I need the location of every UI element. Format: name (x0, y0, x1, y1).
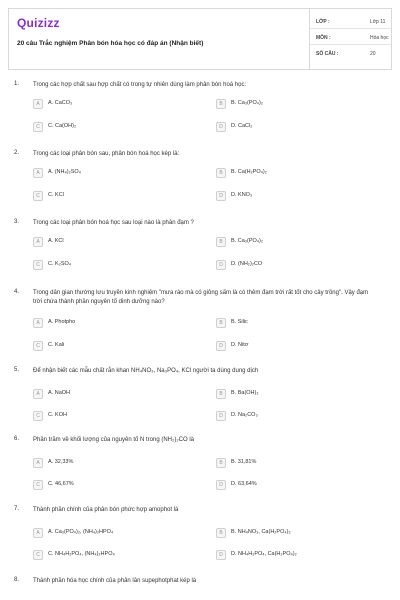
option-text: B. NH₄NO₃, Ca(H₂PO₄)₂ (231, 529, 291, 535)
meta-row-question-count (310, 47, 392, 61)
option-a[interactable] (33, 237, 193, 248)
question-text: Trong các loại phân bón sau, phân bón hoá học kép là: (33, 151, 180, 157)
option-text: A. NaOH (48, 390, 71, 396)
option-text: A. Photpho (48, 319, 76, 325)
option-text: A. Ca₃(PO₄)₂, (NH₄)₂HPO₄ (48, 529, 114, 535)
question-number: 6. (14, 436, 20, 442)
meta-label-subject: MÔN : (316, 35, 331, 41)
option-c[interactable] (33, 411, 193, 422)
option-d[interactable] (216, 260, 376, 271)
meta-value-subject: Hóa học (370, 35, 389, 41)
option-letter-badge: B (216, 168, 226, 178)
option-c[interactable] (33, 122, 193, 133)
option-text: A. (NH₄)₂SO₄ (48, 169, 81, 175)
option-d[interactable] (216, 550, 376, 561)
option-letter-badge: A (33, 458, 43, 468)
question-number: 3. (14, 219, 20, 225)
option-letter-badge: A (33, 237, 43, 247)
option-text: C. KCl (48, 192, 64, 198)
option-letter-badge: A (33, 168, 43, 178)
meta-value-question-count: 20 (370, 51, 376, 57)
option-text: C. Ca(OH)₂ (48, 123, 77, 129)
option-text: A. KCl (48, 238, 64, 244)
option-letter-badge: D (216, 260, 226, 270)
option-letter-badge: C (33, 260, 43, 270)
question-text: Thành phần hóa học chính của phân lân supephotphat kép là (33, 578, 197, 584)
meta-row-class (310, 15, 392, 29)
option-text: B. 31,81% (231, 459, 257, 465)
option-letter-badge: C (33, 480, 43, 490)
option-letter-badge: D (216, 550, 226, 560)
option-letter-badge: B (216, 458, 226, 468)
option-letter-badge: A (33, 318, 43, 328)
option-a[interactable] (33, 389, 193, 400)
question-text: Phần trăm về khối lượng của nguyên tố N trong (NH₂)₂CO là (33, 437, 195, 443)
option-letter-badge: D (216, 122, 226, 132)
option-letter-badge: C (33, 191, 43, 201)
question-number: 5. (14, 367, 20, 373)
option-text: D. (NH₂)₂CO (231, 261, 263, 267)
option-b[interactable] (216, 99, 376, 110)
option-c[interactable] (33, 550, 193, 561)
option-b[interactable] (216, 458, 376, 469)
option-text: B. Ca₃(PO₄)₂ (231, 100, 263, 106)
option-letter-badge: D (216, 341, 226, 351)
option-letter-badge: B (216, 237, 226, 247)
option-text: B. Ca(H₂PO₄)₂ (231, 169, 267, 175)
option-text: C. NH₄H₂PO₄, (NH₄)₂HPO₄ (48, 551, 115, 557)
option-letter-badge: B (216, 99, 226, 109)
option-b[interactable] (216, 168, 376, 179)
option-text: C. KOH (48, 412, 67, 418)
option-a[interactable] (33, 528, 193, 539)
option-letter-badge: C (33, 122, 43, 132)
option-b[interactable] (216, 528, 376, 539)
question-number: 2. (14, 150, 20, 156)
option-b[interactable] (216, 318, 376, 329)
option-text: C. 46,67% (48, 481, 74, 487)
question-text: Thành phần chính của phân bón phức hợp amophot là (33, 507, 179, 513)
option-b[interactable] (216, 237, 376, 248)
option-c[interactable] (33, 191, 193, 202)
question-number: 1. (14, 81, 20, 87)
option-a[interactable] (33, 168, 193, 179)
option-text: D. CaCl₂ (231, 123, 253, 129)
meta-label-question-count: SỐ CÂU : (316, 51, 339, 57)
option-text: A. CaCO₃ (48, 100, 73, 106)
option-letter-badge: B (216, 389, 226, 399)
question-text: Trong các hợp chất sau hợp chất có trong tự nhiên dùng làm phân bón hoá học: (33, 82, 247, 88)
option-a[interactable] (33, 99, 193, 110)
option-letter-badge: C (33, 341, 43, 351)
option-text: D. KNO₃ (231, 192, 253, 198)
option-letter-badge: A (33, 99, 43, 109)
question-text: Để nhận biết các mẫu chất rắn khan NH₄NO₃, Na₃PO₄, KCl người ta dùng dung dịch (33, 368, 259, 374)
option-text: D. Na₂CO₃ (231, 412, 258, 418)
option-d[interactable] (216, 480, 376, 491)
option-letter-badge: C (33, 411, 43, 421)
option-b[interactable] (216, 389, 376, 400)
option-letter-badge: B (216, 318, 226, 328)
quizizz-logo: Quizizz (17, 16, 60, 30)
question-number: 4. (14, 289, 20, 295)
option-c[interactable] (33, 260, 193, 271)
option-letter-badge: A (33, 528, 43, 538)
option-letter-badge: D (216, 411, 226, 421)
option-d[interactable] (216, 341, 376, 352)
meta-value-class: Lớp 11 (370, 19, 386, 25)
option-text: D. Nitơ (231, 342, 249, 348)
option-text: D. 63,64% (231, 481, 257, 487)
option-c[interactable] (33, 480, 193, 491)
option-letter-badge: B (216, 528, 226, 538)
option-text: C. K₂SO₄ (48, 261, 72, 267)
option-letter-badge: C (33, 550, 43, 560)
option-text: D. NH₄H₂PO₄, Ca(H₂PO₄)₂ (231, 551, 297, 557)
option-a[interactable] (33, 318, 193, 329)
question-number: 8. (14, 577, 20, 583)
option-text: B. Ca₃(PO₄)₂ (231, 238, 263, 244)
question-number: 7. (14, 506, 20, 512)
worksheet-header (8, 8, 392, 70)
meta-row-subject (310, 31, 392, 45)
option-text: B. Silic (231, 319, 248, 325)
option-letter-badge: A (33, 389, 43, 399)
option-c[interactable] (33, 341, 193, 352)
option-text: B. Ba(OH)₂ (231, 390, 259, 396)
option-letter-badge: D (216, 480, 226, 490)
option-d[interactable] (216, 191, 376, 202)
option-a[interactable] (33, 458, 193, 469)
option-text: A. 32,33% (48, 459, 74, 465)
worksheet-title: 20 câu Trắc nghiệm Phân bón hóa học có đáp án (Nhận biết) (17, 40, 204, 47)
option-text: C. Kali (48, 342, 65, 348)
option-letter-badge: D (216, 191, 226, 201)
option-d[interactable] (216, 122, 376, 133)
meta-label-class: LỚP : (316, 19, 330, 25)
option-d[interactable] (216, 411, 376, 422)
question-text: Trong các loại phân bón hoá học sau loại nào là phân đạm ? (33, 220, 194, 226)
question-text: Trong dân gian thường lưu truyền kinh nghiệm "mưa rào mà có giông sấm là có thêm đạm trời rất tốt cho cây trồng". Vậy đạm trời chứa thành phần nguyên tố dinh dưỡng nào? (33, 290, 369, 305)
